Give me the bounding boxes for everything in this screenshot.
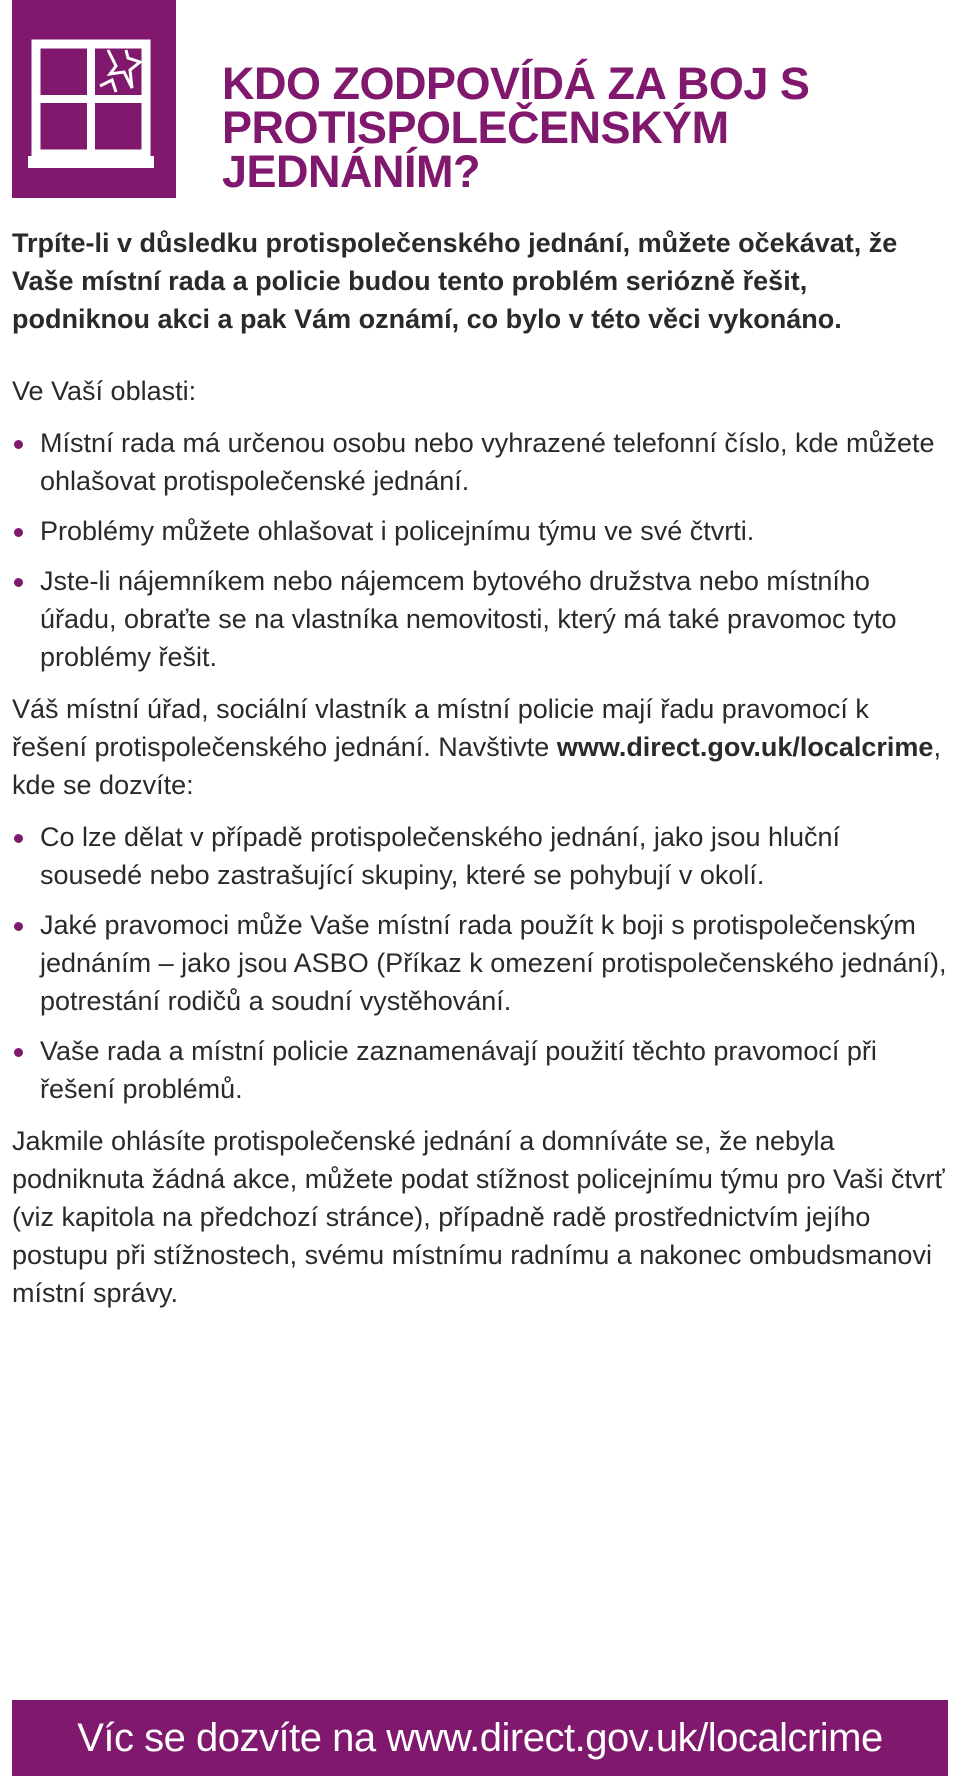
footer-banner[interactable]: Víc se dozvíte na www.direct.gov.uk/localcrime: [12, 1700, 948, 1776]
list-item: Jste-li nájemníkem nebo nájemcem bytového družstva nebo místního úřadu, obraťte se na vlastníka nemovitosti, který má také pravomoc tyto problémy řešit.: [12, 562, 947, 676]
bullet-icon: [14, 578, 23, 587]
main-content: [12, 224, 947, 1326]
intro-paragraph: Trpíte-li v důsledku protispolečenského jednání, můžete očekávat, že Vaše místní rada a policie budou tento problém seriózně řešit, podniknou akci a pak Vám oznámí, co bylo v této věci vykonáno.: [12, 228, 898, 334]
list-item: Co lze dělat v případě protispolečenského jednání, jako jsou hluční sousedé nebo zastrašující skupiny, které se pohybují v okolí.: [12, 818, 947, 894]
localcrime-link[interactable]: www.direct.gov.uk/localcrime: [556, 732, 934, 762]
closing-paragraph: Jakmile ohlásíte protispolečenské jednání a domníváte se, že nebyla podniknuta žádná akce, můžete podat stížnost policejnímu týmu pro Vaši čtvrť (viz kapitola na předchozí stránce), případně radě prostřednictvím jejího postupu při stížnostech, svému místnímu radnímu a nakonec ombudsmanovi místní správy.: [12, 1126, 945, 1308]
bullet-icon: [14, 834, 23, 843]
list-item: Místní rada má určenou osobu nebo vyhrazené telefonní číslo, kde můžete ohlašovat protispolečenské jednání.: [12, 424, 947, 500]
powers-paragraph: Váš místní úřad, sociální vlastník a místní policie mají řadu pravomocí k řešení protispolečenského jednání. Navštivte www.direct.gov.uk/localcrime, kde se dozvíte:: [12, 694, 941, 800]
list-item: Problémy můžete ohlašovat i policejnímu týmu ve své čtvrti.: [12, 512, 947, 550]
logo: [12, 0, 176, 198]
page-header: [0, 0, 960, 200]
bullet-icon: [14, 922, 23, 931]
bullet-icon: [14, 1048, 23, 1057]
page-title: KDO ZODPOVÍDÁ ZA BOJ S PROTISPOLEČENSKÝM JEDNÁNÍM?: [222, 58, 810, 197]
powers-list: [12, 818, 947, 1108]
broken-window-icon: [12, 0, 176, 198]
list-item: Jaké pravomoci může Vaše místní rada použít k boji s protispolečenským jednáním – jako jsou ASBO (Příkaz k omezení protispolečenského jednání), potrestání rodičů a soudní vystěhování.: [12, 906, 947, 1020]
area-label: Ve Vaší oblasti:: [12, 376, 197, 406]
bullet-icon: [14, 528, 23, 537]
area-list: [12, 424, 947, 676]
bullet-icon: [14, 440, 23, 449]
list-item: Vaše rada a místní policie zaznamenávají použití těchto pravomocí při řešení problémů.: [12, 1032, 947, 1108]
